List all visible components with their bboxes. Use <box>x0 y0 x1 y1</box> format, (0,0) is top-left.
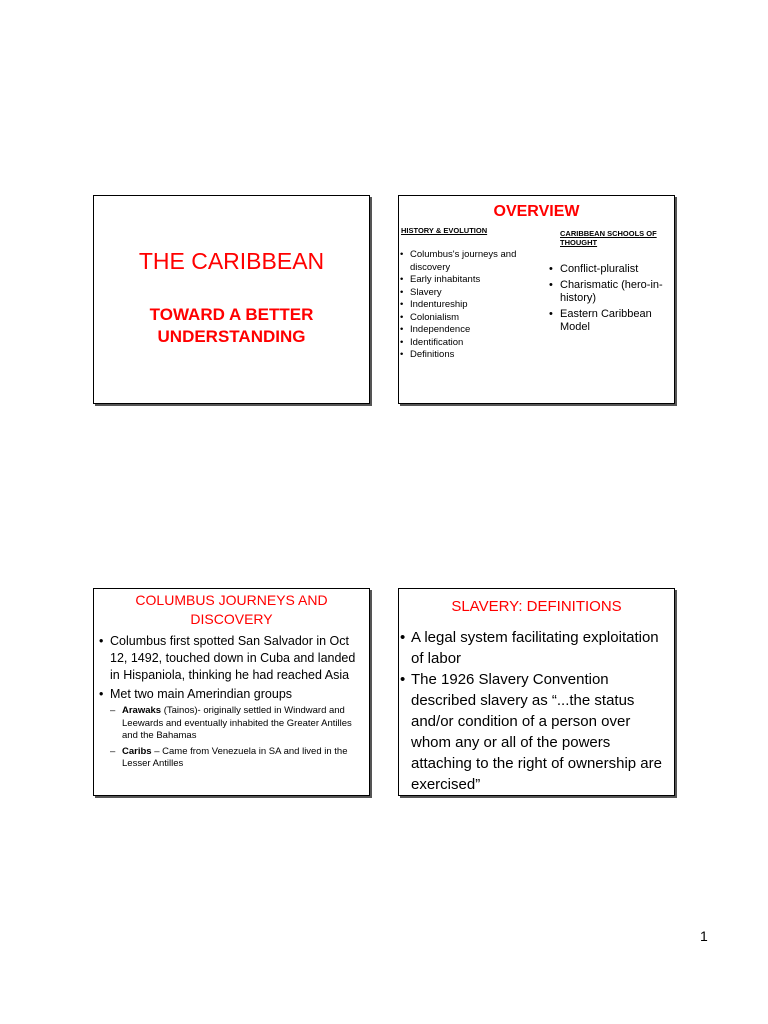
slide4-title: SLAVERY: DEFINITIONS <box>451 598 622 615</box>
slide-overview <box>398 195 675 404</box>
group-description: (Tainos)- originally settled in Windward and Leewards and eventually inhabited the Greater Antilles and the Bahamas <box>122 705 352 741</box>
list-item: • Slavery <box>399 287 544 300</box>
list-item: • Identification <box>399 337 544 350</box>
list-item: • Columbus first spotted San Salvador in Oct 12, 1492, touched down in Cuba and landed in Hispaniola, thinking he had reached Asia <box>99 633 363 684</box>
list-item: • Indentureship <box>399 299 544 312</box>
schools-heading: CARIBBEAN SCHOOLS OF THOUGHT <box>560 229 657 247</box>
amerindian-groups-list <box>110 705 363 771</box>
sub-list-item <box>110 746 363 771</box>
group-description: – Came from Venezuela in SA and lived in the Lesser Antilles <box>122 745 348 769</box>
slide1-subtitle-line1: TOWARD A BETTER <box>149 305 314 324</box>
list-item: • Eastern Caribbean Model <box>545 308 671 334</box>
page-number: 1 <box>700 928 708 944</box>
slide1-subtitle-line2: UNDERSTANDING <box>157 327 306 346</box>
slide1-subtitle <box>94 304 369 348</box>
slavery-list <box>399 627 671 795</box>
list-item: • Early inhabitants <box>399 274 544 287</box>
history-heading: HISTORY & EVOLUTION <box>401 226 488 235</box>
list-item-text: Met two main Amerindian groups <box>110 687 293 701</box>
list-item: • Columbus's journeys and discovery <box>399 249 544 274</box>
list-item: • A legal system facilitating exploitation of labor <box>399 627 671 669</box>
slide3-title: COLUMBUS JOURNEYS AND DISCOVERY <box>135 592 328 627</box>
list-item: • Definitions <box>399 349 544 362</box>
slide2-title: OVERVIEW <box>493 203 580 220</box>
sub-list-item <box>110 705 363 743</box>
columbus-list <box>99 633 363 774</box>
list-item: • The 1926 Slavery Convention described slavery as “...the status and/or condition of a person over whom any or all of the powers attaching to the right of ownership are exercised” <box>399 669 671 795</box>
list-item <box>99 686 363 771</box>
history-list <box>399 249 544 362</box>
group-name: Arawaks <box>122 705 162 716</box>
slide-slavery <box>398 588 675 796</box>
slide-columbus <box>93 588 370 796</box>
slide-title <box>93 195 370 404</box>
slide1-title: THE CARIBBEAN <box>138 248 325 274</box>
group-name: Caribs <box>122 745 152 757</box>
list-item: • Conflict-pluralist <box>545 263 671 276</box>
list-item: • Independence <box>399 324 544 337</box>
list-item: • Charismatic (hero-in-history) <box>545 279 671 305</box>
schools-list <box>545 263 671 337</box>
list-item: • Colonialism <box>399 312 544 325</box>
